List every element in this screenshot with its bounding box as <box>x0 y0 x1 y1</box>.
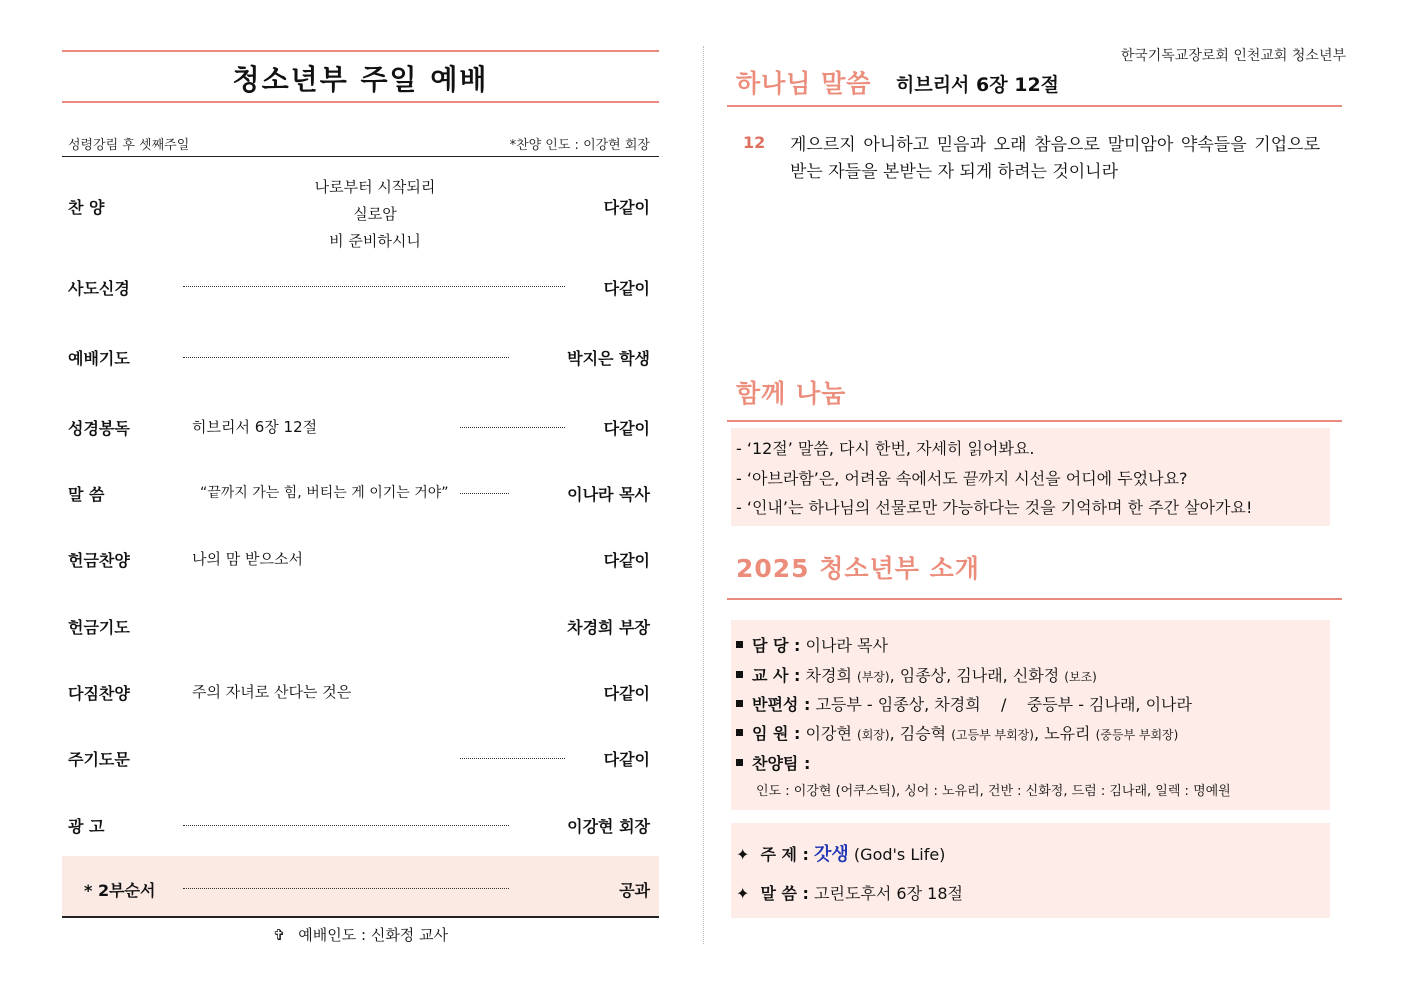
intro-praise-team: 찬양팀 : <box>736 751 810 774</box>
liturgical-week: 성령강림 후 셋째주일 <box>68 138 190 153</box>
order-label-announcements: 광 고 <box>68 817 105 836</box>
header-rule <box>62 156 659 157</box>
praise-song: 나로부터 시작되리 <box>314 178 436 196</box>
star-icon: ✦ <box>736 845 750 864</box>
cross-icon: ✞ <box>272 926 286 944</box>
order-label-praise: 찬 양 <box>68 198 105 217</box>
page-title: 청소년부 주일 예배 <box>232 63 489 96</box>
share-question: - ‘인내’는 하나님의 선물로만 가능하다는 것을 기억하며 한 주간 살아가요! <box>736 498 1253 517</box>
word-section-rule <box>727 105 1342 107</box>
dot-leader <box>460 427 565 428</box>
dot-leader <box>183 357 509 358</box>
order-label-lords-prayer: 주기도문 <box>68 750 130 769</box>
order-label-offering-song: 헌금찬양 <box>68 551 130 570</box>
order-detail-commitment-song: 주의 자녀로 산다는 것은 <box>192 683 352 701</box>
year-verse-line: ✦ 말 씀 : 고린도후서 6장 18절 <box>736 884 963 903</box>
order-person-offering-prayer: 차경희 부장 <box>567 618 650 637</box>
square-bullet-icon <box>736 671 743 678</box>
year-verse-value: 고린도후서 6장 18절 <box>814 884 963 903</box>
dot-leader <box>183 825 509 826</box>
dot-leader <box>183 888 509 889</box>
square-bullet-icon <box>736 641 743 648</box>
dot-leader <box>183 286 565 287</box>
order-detail-scripture: 히브리서 6장 12절 <box>192 418 318 436</box>
order-detail-offering-song: 나의 맘 받으소서 <box>192 550 303 568</box>
order-label-prayer: 예배기도 <box>68 349 130 368</box>
theme-value: 갓생 <box>814 844 849 865</box>
order-person-announcements: 이강현 회장 <box>567 817 650 836</box>
order-label-second-part: * 2부순서 <box>84 881 156 900</box>
order-person-prayer: 박지은 학생 <box>567 349 650 368</box>
worship-leader-text: 예배인도 : 신화정 교사 <box>298 926 449 944</box>
order-person-creed: 다같이 <box>603 279 650 298</box>
theme-line: ✦ 주 제 : 갓생 (God's Life) <box>736 844 946 865</box>
worship-leader-footer <box>62 924 659 945</box>
intro-classes: 반편성 : 고등부 - 임종상, 차경희 / 중등부 - 김나래, 이나라 <box>736 692 1192 715</box>
intro-section-rule <box>727 598 1342 600</box>
share-question: - ‘아브라함’은, 어려움 속에서도 끝까지 시선을 어디에 두었나요? <box>736 469 1188 488</box>
order-person-praise: 다같이 <box>603 198 650 217</box>
verse-text: 게으르지 아니하고 믿음과 오래 참음으로 말미암아 약속들을 기업으로 받는 자들을 본받는 자 되게 하려는 것이니라 <box>790 135 1320 182</box>
praise-team-members: 인도 : 이강현 (어쿠스틱), 싱어 : 노유리, 건반 : 신화정, 드럼 : 김나래, 일렉 : 명예원 <box>756 784 1231 799</box>
praise-leader: *찬양 인도 : 이강현 회장 <box>509 138 650 153</box>
order-label-offering-prayer: 헌금기도 <box>68 618 130 637</box>
order-label-scripture: 성경봉독 <box>68 419 130 438</box>
dot-leader <box>460 493 509 494</box>
order-label-creed: 사도신경 <box>68 279 130 298</box>
order-person-commitment-song: 다같이 <box>603 684 650 703</box>
star-icon: ✦ <box>736 884 750 903</box>
intro-officers: 임 원 : 이강현 (회장), 김승혁 (고등부 부회장), 노유리 (중등부 부회장) <box>736 721 1178 744</box>
order-person-second-part: 공과 <box>619 881 650 900</box>
order-bottom-rule <box>62 916 659 918</box>
verse-number: 12 <box>743 133 766 152</box>
intro-teachers: 교 사 : 차경희 (부장), 임종상, 김나래, 신화정 (보조) <box>736 663 1097 686</box>
share-section-rule <box>727 420 1342 422</box>
order-person-lords-prayer: 다같이 <box>603 750 650 769</box>
order-detail-sermon: “끝까지 가는 힘, 버티는 게 이기는 거야” <box>200 485 449 501</box>
order-person-offering-song: 다같이 <box>603 551 650 570</box>
order-label-commitment-song: 다짐찬양 <box>68 684 130 703</box>
square-bullet-icon <box>736 759 743 766</box>
page-divider <box>703 46 704 944</box>
square-bullet-icon <box>736 729 743 736</box>
intro-section-title: 2025 청소년부 소개 <box>736 554 980 583</box>
title-bottom-rule <box>62 101 659 103</box>
square-bullet-icon <box>736 700 743 707</box>
word-section-title: 하나님 말씀 <box>736 69 872 98</box>
praise-song-list <box>280 174 470 255</box>
dot-leader <box>460 758 565 759</box>
church-name: 한국기독교장로회 인천교회 청소년부 <box>1120 48 1346 64</box>
share-question: - ‘12절’ 말씀, 다시 한번, 자세히 읽어봐요. <box>736 439 1035 458</box>
intro-leader: 담 당 : 이나라 목사 <box>736 633 888 656</box>
order-person-sermon: 이나라 목사 <box>567 485 650 504</box>
praise-song: 비 준비하시니 <box>329 232 421 250</box>
word-reference: 히브리서 6장 12절 <box>896 74 1060 96</box>
share-section-title: 함께 나눔 <box>736 379 847 408</box>
order-person-scripture: 다같이 <box>603 419 650 438</box>
praise-song: 실로암 <box>353 205 397 223</box>
order-label-sermon: 말 씀 <box>68 485 105 504</box>
title-top-rule <box>62 50 659 52</box>
theme-english: (God's Life) <box>853 845 946 864</box>
